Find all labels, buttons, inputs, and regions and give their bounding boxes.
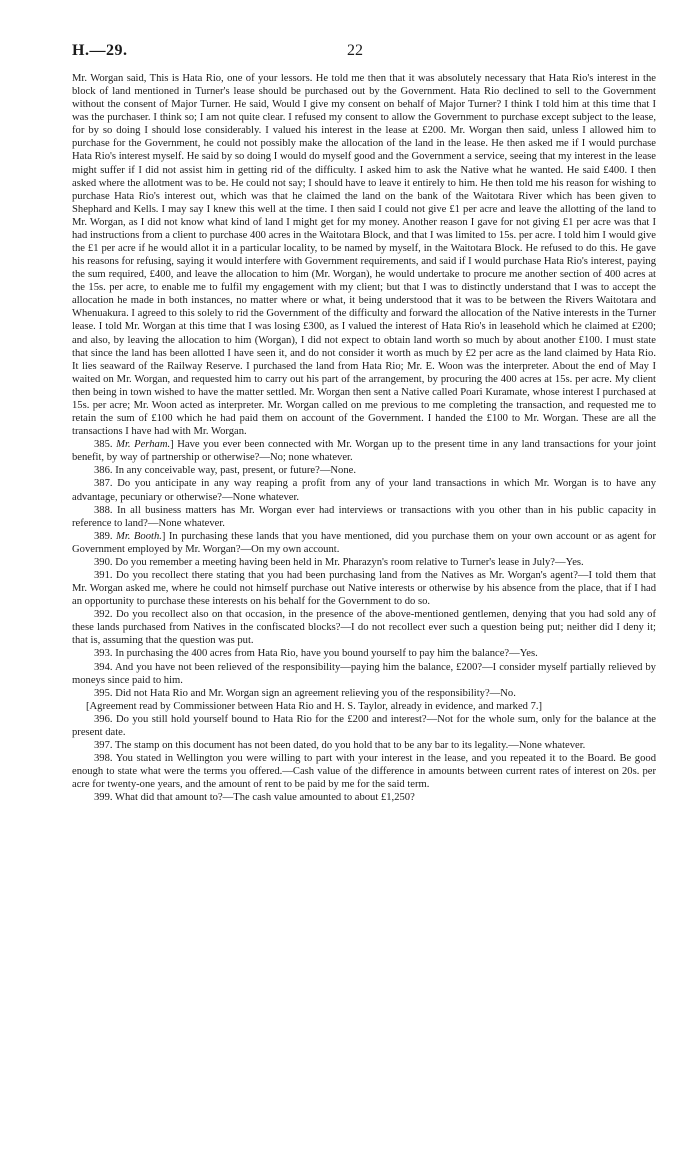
opening-paragraph: Mr. Worgan said, This is Hata Rio, one of your lessors. He told me then that it was absolutely necessary that Hata Rio's interest in the block of land mentioned in Turner's lease should be purchased out by the Government. Hata Rio declined to sell to the Government without the consent of Major Turner. He said, Would I give my consent on behalf of Major Turner? I think I told him at this time that I was the purchaser. I think so; I am not quite clear. I refused my consent to allow the Government to purchase except subject to the lease, for by so doing I should lose considerably. I valued his interest in the lease at £200. Mr. Worgan then said, unless I allowed him to purchase for the Government, he could not possibly make the allocation of the land in the lease. He then asked me if I would purchase Hata Rio's interest myself. He said by so doing I would do myself good and the Government a service, seeing that my interest in the lease might suffer if I did not assist him in getting rid of the difficulty. I asked him to ask the Native what he wanted. He said £400. I then asked where the allotment was to be. He could not say; I should have to leave it entirely to him. He then told me his reason for wishing to purchase Hata Rio's interest out, which was that he claimed the land on the bank of the Waitotara River which has been given to Shephard and Kells. I may say I knew this well at the time. I then said I could not give £1 per acre and leave the allotting of the land to Mr. Worgan, as I did not know what kind of land I might get for my money. Another reason I gave for not giving £1 per acre was that I had instructions from a client to purchase 400 acres in the Waitotara Block, and that I was limited to 15s. per acre. I told him I would give the £1 per acre if he would allot it in a particular locality, to be named by myself, in the Waitotara Block. He refused to do this. He gave his reasons for refusing, saying it would interfere with Government requirements, and said if I would purchase Hata Rio's interest, paying the sum required, £400, and leave the allocation to him (Mr. Worgan), he would undertake to procure me another section of 400 acres at the 15s. per acre, to enable me to fulfil my engagement with my client; but that I was to distinctly understand that I was to accept the allocation he made in both instances, no matter where or what, it being understood that it was to be between the Rivers Waitotara and Whenuakura. I agreed to this solely to rid the Government of the difficulty and forward the allocation of the Native interests in the Turner lease. I told Mr. Worgan at this time that I was losing £300, as I valued the interest of Hata Rio's in leasehold which he claimed at £200; and also, by leaving the allocation to him (Worgan), I did not expect to obtain land worth so much by about another £100. I must state that since the land has been allotted I have seen it, and do not consider it worth as much by £2 per acre as the land claimed by Hata Rio. It lies seaward of the Railway Reserve. I purchased the land from Hata Rio; Mr. E. Woon was the interpreter. About the end of May I waited on Mr. Worgan, and requested him to carry out his part of the arrangement, by procuring the 400 acres at 15s. per acre. My client then being in town wished to have the matter settled. Mr. Worgan then sent a Native called Poari Kuramate, whose interest I purchased at 15s. per acre; Mr. Woon acted as interpreter. Mr. Worgan called on me previous to me completing the transaction, and requested me to retain the sum of £100 which he had paid them on account of the Government. I handed the £100 to Mr. Worgan. These are all the transactions I have had with Mr. Worgan.: [72, 73, 656, 438]
question-391: 391. Do you recollect there stating that you had been purchasing land from the Natives as Mr. Worgan's agent?—I told them that Mr. Worgan asked me, where he could not himself purchase out Native interests or otherwise by his absence from the place, that if I had an opportunity to purchase these interests on his behalf for the Government to do so.: [72, 569, 656, 608]
bracket-note: [Agreement read by Commissioner between Hata Rio and H. S. Taylor, already in evidence, and marked 7.]: [86, 700, 543, 712]
page-header: [72, 42, 656, 72]
question-388: 388. In all business matters has Mr. Worgan ever had interviews or transactions with you other than in his public capacity in reference to land?—None whatever.: [72, 504, 657, 529]
question-385: 385. Mr. Perham.] Have you ever been connected with Mr. Worgan up to the present time in any land transactions for your joint benefit, by way of partnership or otherwise?—No; none whatever.: [72, 439, 657, 464]
question-390: 390. Do you remember a meeting having been held in Mr. Pharazyn's room relative to Turner's lease in July?—Yes.: [94, 556, 584, 568]
question-397: 397. The stamp on this document has not been dated, do you hold that to be any bar to its legality.—None whatever.: [94, 739, 586, 751]
page-body: [72, 72, 656, 804]
document-reference: H.—29.: [72, 42, 128, 59]
question-399: 399. What did that amount to?—The cash value amounted to about £1,250?: [94, 792, 415, 804]
speaker-label: Mr. Perham.: [116, 439, 171, 451]
question-393: 393. In purchasing the 400 acres from Hata Rio, have you bound yourself to pay him the balance?—Yes.: [94, 648, 538, 660]
question-392: 392. Do you recollect also on that occasion, in the presence of the above-mentioned gentlemen, denying that you had sold any of these lands purchased from Natives in the confiscated blocks?—I do not recollect ever such a question being put; neither did I deny it; that is, assuming that the question was put.: [72, 609, 656, 647]
question-389: 389. Mr. Booth.] In purchasing these lands that you have mentioned, did you purchase them on your own account or as agent for Government employed by Mr. Worgan?—On my own account.: [72, 530, 656, 555]
page-number: 22: [347, 42, 363, 59]
question-387: 387. Do you anticipate in any way reaping a profit from any of your land transactions in which Mr. Worgan is to have any advantage, pecuniary or otherwise?—None whatever.: [72, 478, 656, 503]
question-398: 398. You stated in Wellington you were willing to part with your interest in the lease, and you repeated it to the Board. Be good enough to state what were the terms you offered.—Cash value of the difference in amounts between current rates of interest on 20s. per acre for twenty-one years, and the amount of rent to be paid by me for the said term.: [72, 753, 656, 791]
question-395: 395. Did not Hata Rio and Mr. Worgan sign an agreement relieving you of the responsibility?—No.: [94, 687, 516, 699]
question-386: 386. In any conceivable way, past, present, or future?—None.: [94, 465, 357, 477]
question-396: 396. Do you still hold yourself bound to Hata Rio for the £200 and interest?—Not for the whole sum, only for the balance at the present date.: [72, 713, 656, 738]
question-394: 394. And you have not been relieved of the responsibility—paying him the balance, £200?—I consider myself partially relieved by moneys since paid to him.: [72, 661, 656, 686]
speaker-label: Mr. Booth.: [116, 530, 162, 542]
